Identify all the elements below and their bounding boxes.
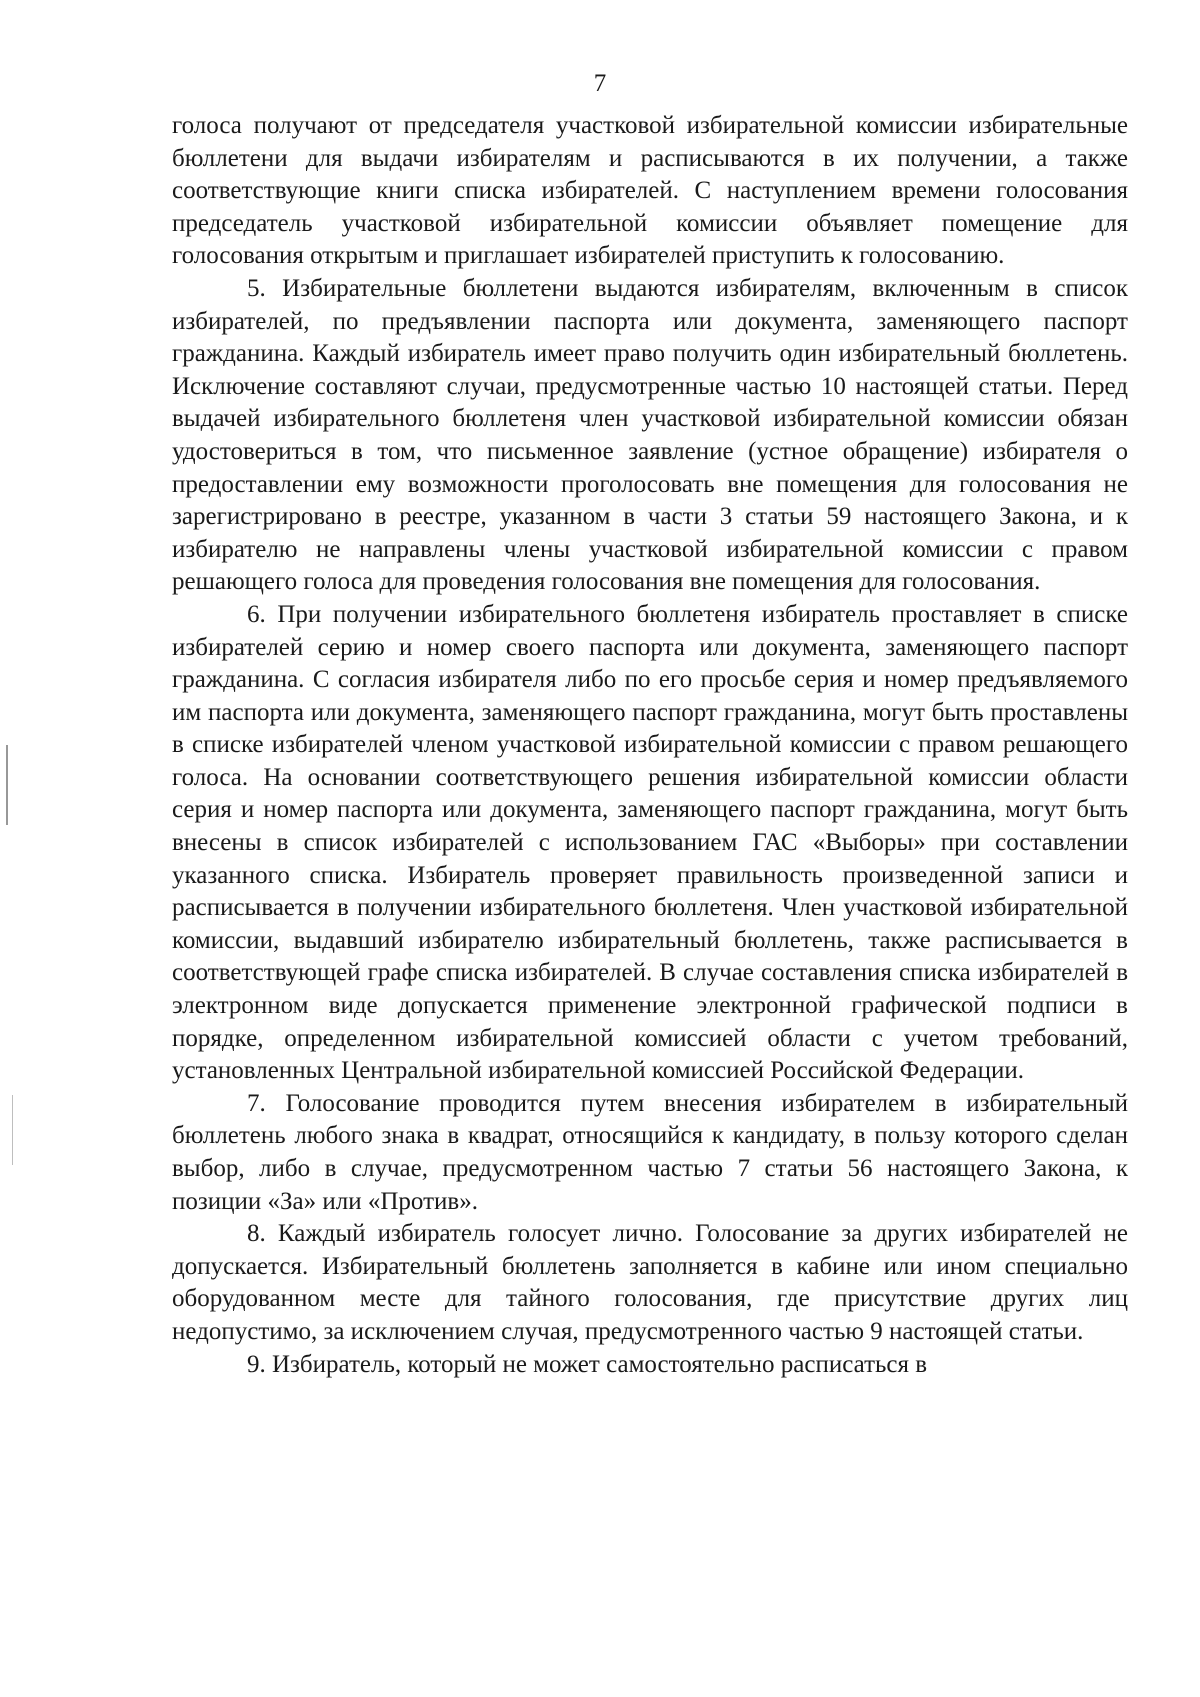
paragraph-item-6: 6. При получении избирательного бюллетеня избиратель проставляет в списке избирателей серию и номер своего паспорта или документа, заменяющего паспорт гражданина. С согласия избирателя либо по его просьбе серия и номер предъявляемого им паспорта или документа, заменяющего паспорт гражданина, могут быть проставлены в списке избирателей членом участковой избирательной комиссии с правом решающего голоса. На основании соответствующего решения избирательной комиссии области серия и номер паспорта или документа, заменяющего паспорт гражданина, могут быть внесены в список избирателей с использованием ГАС «Выборы» при составлении указанного списка. Избиратель проверяет правильность произведенной записи и расписывается в получении избирательного бюллетеня. Член участковой избирательной комиссии, выдавший избирателю избирательный бюллетень, также расписывается в соответствующей графе списка избирателей. В случае составления списка избирателей в электронном виде допускается применение электронной графической подписи в порядке, определенном избирательной комиссией области с учетом требований, установленных Центральной избирательной комиссией Российской Федерации. <box>172 600 1128 1085</box>
paragraph-item-8: 8. Каждый избиратель голосует лично. Голосование за других избирателей не допускается. Избирательный бюллетень заполняется в кабине или ином специально оборудованном месте для тайного голосования, где присутствие других лиц недопустимо, за исключением случая, предусмотренного частью 9 настоящей статьи. <box>172 1220 1128 1345</box>
paragraph-continuation: голоса получают от председателя участковой избирательной комиссии избирательные бюллетени для выдачи избирателям и расписываются в их получении, а также соответствующие книги списка избирателей. С наступлением времени голосования председатель участковой избирательной комиссии объявляет помещение для голосования открытым и приглашает избирателей приступить к голосованию. <box>172 112 1128 270</box>
paragraph-item-7: 7. Голосование проводится путем внесения избирателем в избирательный бюллетень любого знака в квадрат, относящийся к кандидату, в пользу которого сделан выбор, либо в случае, предусмотренном частью 7 статьи 56 настоящего Закона, к позиции «За» или «Против». <box>172 1089 1128 1215</box>
page-number: 7 <box>593 70 607 97</box>
scan-artifact-left-upper <box>6 745 8 825</box>
document-body <box>172 110 1128 1381</box>
paragraph-item-5: 5. Избирательные бюллетени выдаются избирателям, включенным в список избирателей, по предъявлении паспорта или документа, заменяющего паспорт гражданина. Каждый избиратель имеет право получить один избирательный бюллетень. Исключение составляют случаи, предусмотренные частью 10 настоящей статьи. Перед выдачей избирательного бюллетеня член участковой избирательной комиссии обязан удостовериться в том, что письменное заявление (устное обращение) избирателя о предоставлении ему возможности проголосовать вне помещения для голосования не зарегистрировано в реестре, указанном в части 3 статьи 59 настоящего Закона, и к избирателю не направлены члены участковой избирательной комиссии с правом решающего голоса для проведения голосования вне помещения для голосования. <box>172 274 1128 596</box>
scan-artifact-left-lower <box>12 1095 13 1165</box>
paragraph-item-9: 9. Избиратель, который не может самостоятельно расписаться в <box>247 1350 928 1378</box>
